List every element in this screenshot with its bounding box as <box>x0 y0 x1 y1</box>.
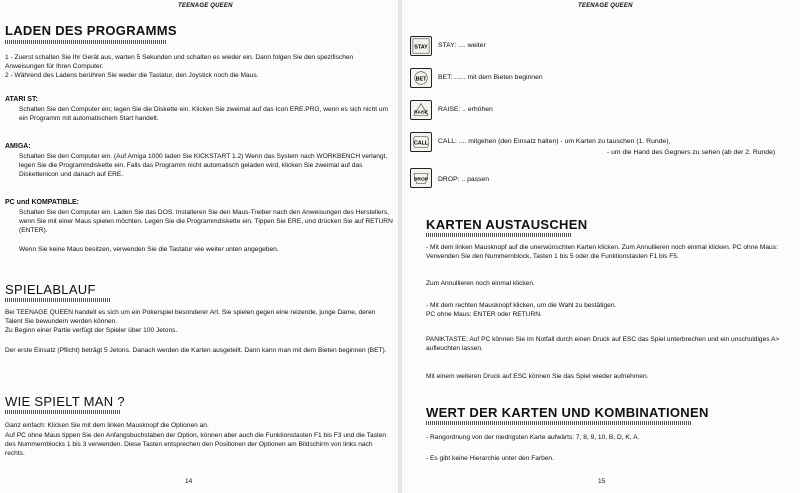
section-title-wie: WIE SPIELT MAN ? <box>5 394 125 409</box>
right-page <box>402 0 800 493</box>
wert-p2: - Es gibt keine Hierarchie unter den Farben. <box>426 455 554 462</box>
page-number: 15 <box>598 478 606 485</box>
section-title-spielablauf: SPIELABLAUF <box>5 282 96 297</box>
svg-text:RAISE: RAISE <box>414 109 428 115</box>
svg-text:DROP: DROP <box>413 177 429 183</box>
title-rule <box>426 421 691 425</box>
svg-text:STAY: STAY <box>414 44 428 51</box>
option-stay-text: STAY: .... weiter <box>438 42 486 49</box>
section-title-laden: LADEN DES PROGRAMMS <box>5 23 177 38</box>
title-rule <box>5 410 120 414</box>
karten-p1: - Mit dem linken Mausknopf auf die unerwünschten Karten klicken. Zum Annullieren noch einmal klicken. PC ohne Maus: Verwenden Sie den Nummernblock, Tasten 1 bis 5 oder die Funktionstasten F1 bis F5. <box>426 244 778 260</box>
option-call-text-2: - um die Hand des Gegners zu sehen (ab der 2. Runde) <box>607 149 776 156</box>
option-raise-text: RAISE: .. erhöhen <box>438 106 493 113</box>
option-drop-text: DROP: .. passen <box>438 176 489 183</box>
laden-step-2: 2 - Während des Ladens berühren Sie weder die Tastatur, den Joystick noch die Maus. <box>5 72 259 79</box>
amiga-heading: AMIGA: <box>5 143 31 150</box>
laden-step-1: 1 - Zuerst schalten Sie Ihr Gerät aus, warten 5 Sekunden und schalten es wieder ein. Dann folgen Sie den spezifischen Anweisungen für Ihren Computer. <box>5 54 354 70</box>
bet-icon <box>410 68 432 88</box>
section-title-wert: WERT DER KARTEN UND KOMBINATIONEN <box>426 405 709 420</box>
section-title-karten: KARTEN AUSTAUSCHEN <box>426 217 588 232</box>
option-call-text: CALL: .... mitgehen (den Einsatz halten) - um Karten zu tauschen (1. Runde), <box>438 138 671 145</box>
wie-p2: Auf PC ohne Maus tippen Sie den Anfangsbuchstaben der Option, können aber auch die Funktionstasten F1 bis F3 und die Tasten des Nummernblocks 1 bis 3 verwenden. Diese Tasten entsprechen den Positionen der Optionen am Bildschirm von links nach rechts. <box>5 432 387 457</box>
page-number: 14 <box>185 478 193 485</box>
drop-icon <box>410 168 432 188</box>
paniktaste-text: PANIKTASTE: Auf PC können Sie im Notfall durch einen Druck auf ESC das Spiel unterbrechen und ein unschuldiges A> aufleuchten lassen. <box>426 336 780 352</box>
page-header: TEENAGE QUEEN <box>578 3 633 9</box>
karten-p5: Mit einem weiteren Druck auf ESC können Sie das Spiel wieder aufnehmen. <box>426 373 649 380</box>
svg-text:CALL: CALL <box>413 140 429 147</box>
wie-p1: Ganz einfach: Klicken Sie mit dem linken Mausknopf die Optionen an. <box>5 422 209 429</box>
raise-icon <box>410 100 432 120</box>
atari-text: Schalten Sie den Computer ein; legen Sie die Diskette ein. Klicken Sie zweimal auf das Icon ERE.PRG, wenn es sich nicht um ein Programm mit automatischem Start handelt. <box>19 106 389 122</box>
pc-text: Schalten Sie den Computer ein. Laden Sie das DOS. Installeren Sie den Maus-Treiber nach den Anweisungen des Herstellers, wenn Sie mit einer Maus spielen möchten. Legen Sie die Programmdiskette ein. Tippen Sie ERE, und drücken Sie auf RETURN (ENTER). <box>19 209 393 234</box>
spielablauf-p1: Bei TEENAGE QUEEN handelt es sich um ein Pokerspiel besonderer Art. Sie spielen gegen eine reizende, junge Dame, deren Talent Sie bewundern werden können. <box>5 309 376 325</box>
left-page <box>0 0 398 493</box>
svg-text:BET: BET <box>415 76 427 83</box>
option-bet-text: BET: ...... mit dem Bieten beginnen <box>438 74 543 81</box>
page-header: TEENAGE QUEEN <box>178 3 233 9</box>
title-rule <box>5 40 167 44</box>
title-rule <box>5 298 110 302</box>
spielablauf-p3: Der erste Einsatz (Pflicht) beträgt 5 Jetons. Danach werden die Karten ausgeteilt. Dann kann man mit dem Bieten beginnen (BET). <box>5 347 387 354</box>
pc-text-mouse: Wenn Sie keine Maus besitzen, verwenden Sie die Tastatur wie weiter unten angegeben. <box>19 246 279 253</box>
spielablauf-p2: Zu Beginn einer Partie verfügt der Spieler über 100 Jetons. <box>5 327 178 334</box>
karten-p3: - Mit dem rechten Mausknopf klicken, um die Wahl zu bestätigen. <box>426 302 617 309</box>
stay-icon <box>410 36 432 56</box>
wert-p1: - Rangordnung von der niedrigsten Karte aufwärts: 7, 8, 9, 10, B, D, K, A. <box>426 434 640 441</box>
karten-p2: Zum Annullieren noch einmal klicken. <box>426 280 535 287</box>
karten-p3b: PC ohne Maus: ENTER oder RETURN. <box>426 311 542 318</box>
pc-heading: PC und KOMPATIBLE: <box>5 199 80 206</box>
title-rule <box>426 233 572 237</box>
amiga-text: Schalten Sie den Computer ein. (Auf Amiga 1000 laden Sie KICKSTART 1.2) Wenn das System nach WORKBENCH verlangt, legen Sie die Programmdiskette ein. Falls das Programm nicht automatisch geladen wird, klicken Sie zweimal auf das Diskettenicon und danach auf ERE. <box>19 153 388 178</box>
atari-heading: ATARI ST: <box>5 96 38 103</box>
call-icon <box>410 132 432 152</box>
